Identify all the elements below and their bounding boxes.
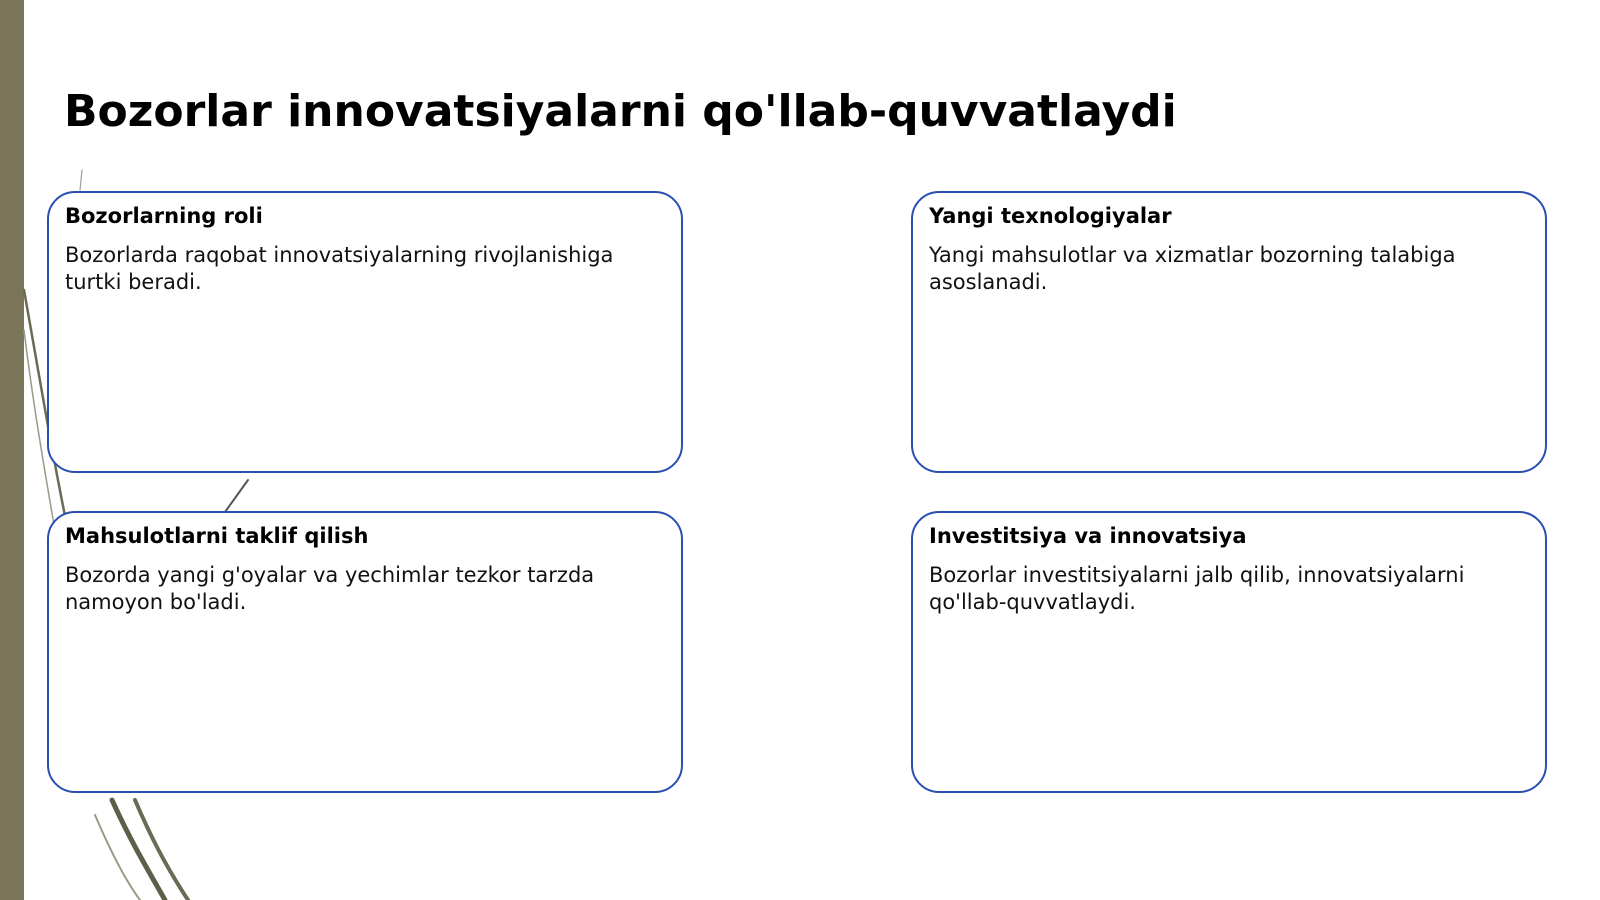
card-text: Yangi mahsulotlar va xizmatlar bozorning talabiga asoslanadi. [929,243,1456,294]
card-yangi-texnologiyalar [911,191,1547,473]
card-title: Mahsulotlarni taklif qilish [65,524,369,548]
page-title: Bozorlar innovatsiyalarni qo'llab-quvvatlaydi [64,86,1177,137]
card-title: Bozorlarning roli [65,204,263,228]
card-bozorlarning-roli [47,191,683,473]
card-text: Bozorlar investitsiyalarni jalb qilib, innovatsiyalarni qo'llab-quvvatlaydi. [929,563,1465,614]
card-mahsulotlarni-taklif-qilish [47,511,683,793]
card-investitsiya-va-innovatsiya [911,511,1547,793]
card-text: Bozorlarda raqobat innovatsiyalarning rivojlanishiga turtki beradi. [65,243,614,294]
card-title: Yangi texnologiyalar [929,204,1172,228]
card-text: Bozorda yangi g'oyalar va yechimlar tezkor tarzda namoyon bo'ladi. [65,563,595,614]
side-accent-bar [0,0,24,900]
card-title: Investitsiya va innovatsiya [929,524,1247,548]
